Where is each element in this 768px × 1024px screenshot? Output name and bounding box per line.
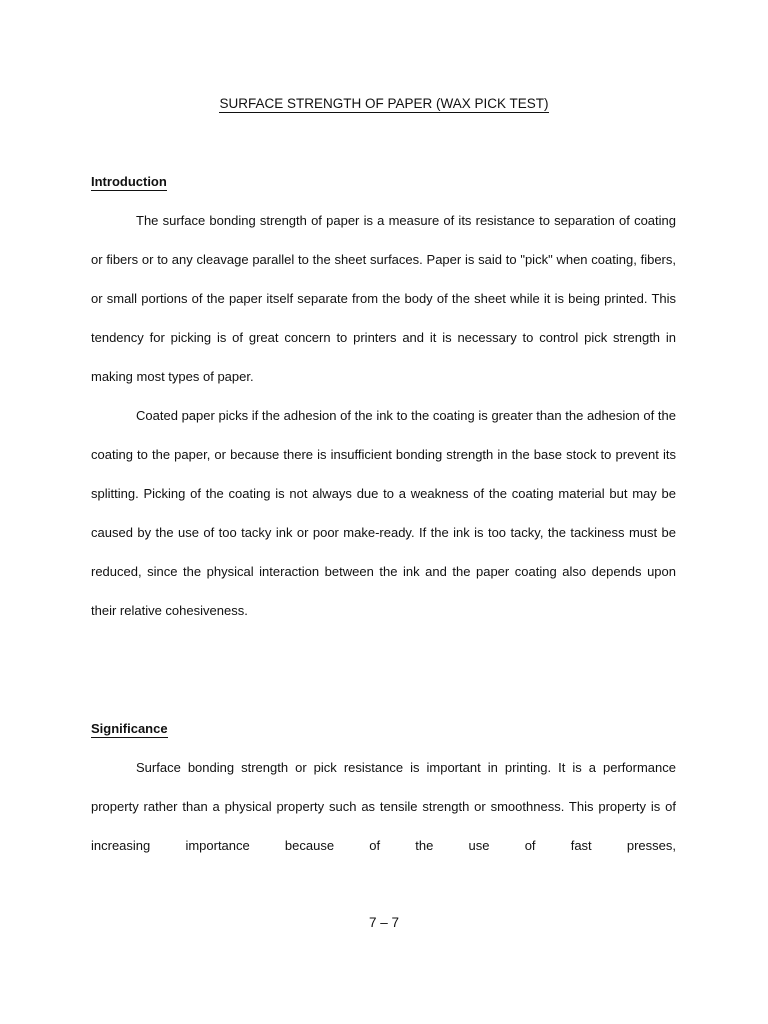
section-heading-introduction	[91, 173, 167, 191]
section-heading-text: Introduction	[91, 174, 167, 189]
section-heading-significance	[91, 720, 168, 738]
section-heading-text: Significance	[91, 721, 168, 736]
page-title	[0, 95, 768, 113]
significance-paragraph-1: Surface bonding strength or pick resistance is important in printing. It is a performance property rather than a physical property such as tensile strength or smoothness. This property is of increasing importance because of the use of fast presses,	[91, 760, 676, 853]
introduction-paragraph-1: The surface bonding strength of paper is a measure of its resistance to separation of coating or fibers or to any cleavage parallel to the sheet surfaces. Paper is said to "pick" when coating, fibers, or small portions of the paper itself separate from the body of the sheet while it is being printed. This tendency for picking is of great concern to printers and it is necessary to control pick strength in making most types of paper.	[91, 213, 676, 384]
introduction-paragraph-2: Coated paper picks if the adhesion of the ink to the coating is greater than the adhesion of the coating to the paper, or because there is insufficient bonding strength in the base stock to prevent its splitting. Picking of the coating is not always due to a weakness of the coating material but may be caused by the use of too tacky ink or poor make-ready. If the ink is too tacky, the tackiness must be reduced, since the physical interaction between the ink and the paper coating also depends upon their relative cohesiveness.	[91, 408, 676, 618]
page-number: 7 – 7	[368, 915, 400, 930]
page-title-text: SURFACE STRENGTH OF PAPER (WAX PICK TEST)	[219, 96, 549, 111]
